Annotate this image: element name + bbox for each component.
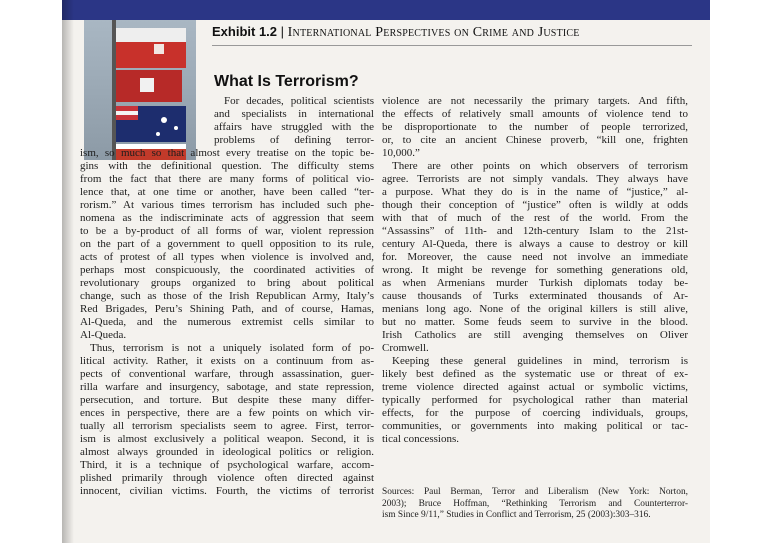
sources-note: [382, 487, 688, 522]
text-line: Third, it is a technique of psychological warfare, accom-: [80, 459, 374, 471]
text-line: Irish Catholics are still avenging themselves on Oliver: [382, 329, 688, 341]
text-line: Keeping these general guidelines in mind, terrorism is: [392, 355, 688, 367]
text-line: nomena as the indiscriminate acts of aggression that seem: [80, 212, 374, 224]
text-line: and specialists in international: [214, 108, 374, 120]
text-line: affairs have struggled with the: [214, 121, 374, 133]
flags-photo: [84, 20, 196, 160]
text-line: acts of protest of all types when violence is involved and,: [80, 251, 374, 263]
text-line: Cromwell.: [382, 342, 429, 354]
book-page: [62, 0, 710, 543]
text-line: effects, for the purpose of coercing individuals, groups,: [382, 407, 688, 419]
text-line: rilla warfare and insurgency, sabotage, and state repression,: [80, 381, 374, 393]
text-line: tical concessions.: [382, 433, 459, 445]
text-line: treme violence directed against actual or symbolic victims,: [382, 381, 688, 393]
text-line: Thus, terrorism is not a uniquely isolated form of po-: [90, 342, 374, 354]
text-line: typically performed for psychological rather than material: [382, 394, 688, 406]
left-column-top: [214, 95, 374, 147]
text-line: likely best defined as the systematic use or threat of ex-: [382, 368, 688, 380]
text-line: There are other points on which observers of terrorism: [392, 160, 688, 172]
right-column: [382, 95, 688, 446]
text-line: litical activity. Rather, it exists on a continuum from as-: [80, 355, 374, 367]
exhibit-title: International Perspectives on Crime and Justice: [287, 25, 580, 40]
section-title: What Is Terrorism?: [214, 73, 359, 90]
text-line: lence that, at one time or another, have been called “ter-: [80, 186, 374, 198]
text-line: the effects of relatively small amounts of violence tend to: [382, 108, 688, 120]
text-line: as when Armenians murder Turkish diplomats today be-: [382, 277, 688, 289]
text-line: wrong. It might be revenge for something generations old,: [382, 264, 688, 276]
text-line: problems of defining terror-: [214, 134, 374, 146]
text-line: innocent, civilian victims. Fourth, the victims of terrorist: [80, 485, 374, 497]
text-line: but no matter. Some feuds seem to survive in the blood.: [382, 316, 688, 328]
text-line: though their conception of “justice” often is wildly at odds: [382, 199, 688, 211]
sources-line: ism Since 9/11,” Studies in Conflict and Terrorism, 25 (2003):303–316.: [382, 510, 651, 520]
text-line: for. Moreover, the cause need not involve an immediate: [382, 251, 688, 263]
sources-line: Sources: Paul Berman, Terror and Liberalism (New York: Norton,: [382, 487, 688, 497]
text-line: be disproportionate to the number of people terrorized,: [382, 121, 688, 133]
text-line: on the part of a government to quell opposition to its rule,: [80, 238, 374, 250]
text-line: from the fact that there are many forms of political vio-: [80, 173, 374, 185]
text-line: a purpose. What they do is in the name of “justice,” al-: [382, 186, 688, 198]
text-line: ences in perspective, there are a few points on which vir-: [80, 407, 374, 419]
text-line: with that of much of the rest of the world. From the: [382, 212, 688, 224]
text-line: Al-Queda, and the numerous extremist cells similar to: [80, 316, 374, 328]
text-line: ism is almost exclusively a political weapon. Second, it is: [80, 433, 374, 445]
sources-line: 2003); Bruce Hoffman, “Rethinking Terrorism and Counterterror-: [382, 498, 688, 509]
text-line: plished primarily through violence often directed against: [80, 472, 374, 484]
text-line: Red Brigades, Peru’s Shining Path, and of course, Hamas,: [80, 303, 374, 315]
text-line: agree. Terrorists are not simply vandals. They always have: [382, 173, 688, 185]
text-line: Al-Queda.: [80, 329, 127, 341]
text-line: tually all terrorism specialists seem to agree. First, terror-: [80, 420, 374, 432]
text-line: revolutionary groups organized to bring about political: [80, 277, 374, 289]
text-line: ism, so much so that almost every treatise on the topic be-: [80, 147, 374, 159]
left-column: [80, 147, 374, 498]
text-line: cause thousands of Turks exterminated thousands of Ar-: [382, 290, 688, 302]
text-line: 10,000.”: [382, 147, 420, 159]
top-color-band: [62, 0, 710, 20]
flags-illustration: [84, 20, 196, 160]
header-divider: [212, 45, 692, 46]
text-line: persecution, and torture. But despite these many differ-: [80, 394, 374, 406]
text-line: perhaps most conspicuously, the coordinated activities of: [80, 264, 374, 276]
binding-shadow: [62, 0, 74, 543]
exhibit-number: Exhibit 1.2: [212, 24, 278, 39]
text-line: almost always grounded in ideological politics or religion.: [80, 446, 374, 458]
text-line: or, to cite an ancient Chinese proverb, “kill one, frighten: [382, 134, 688, 146]
text-line: violence are not necessarily the primary targets. And fifth,: [382, 95, 688, 107]
text-line: menians long ago. None of the original killers is still alive,: [382, 303, 688, 315]
text-line: century Al-Queda, there is always a cause to destroy or kill: [382, 238, 688, 250]
text-line: to be a by-product of all forms of war, violent repression: [80, 225, 374, 237]
text-line: For decades, political scientists: [224, 95, 374, 107]
text-line: change, such as those of the Irish Republican Army, Italy’s: [80, 290, 374, 302]
text-line: “Assassins” of 11th- and 12th-century Islam to the 21st-: [382, 225, 688, 237]
exhibit-header: [212, 24, 692, 44]
text-line: pects of conventional warfare, through assassination, guer-: [80, 368, 374, 380]
text-line: gins with the definitional question. The difficulty stems: [80, 160, 374, 172]
exhibit-separator: |: [280, 24, 285, 39]
text-line: communities, or governments into making political or tac-: [382, 420, 688, 432]
text-line: rorism.” At various times terrorism has included such phe-: [80, 199, 374, 211]
